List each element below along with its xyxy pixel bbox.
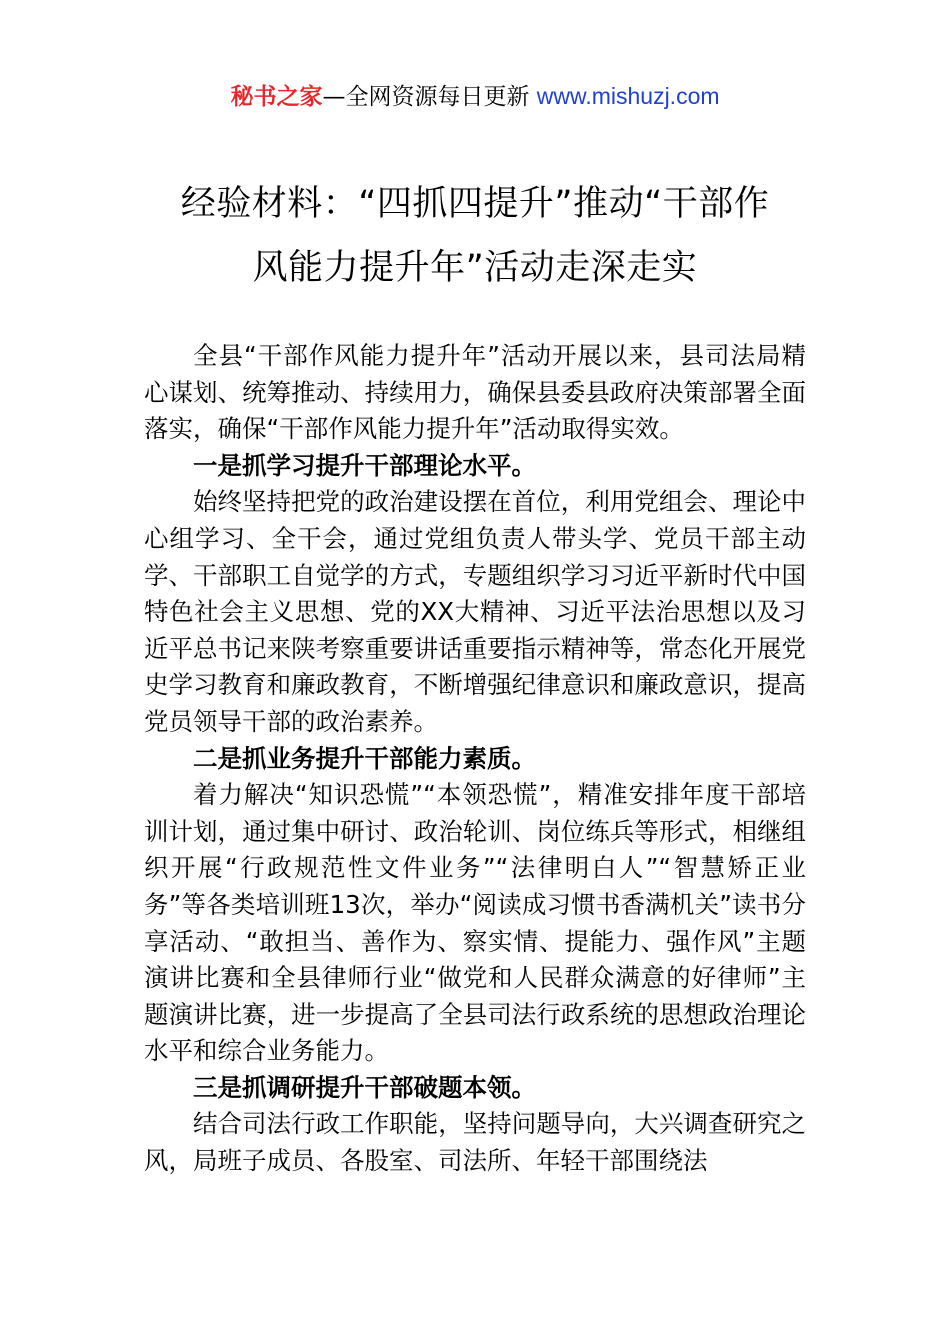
header-tagline: —全网资源每日更新 (322, 84, 537, 110)
site-header (0, 80, 950, 113)
section-heading-2: 二是抓业务提升干部能力素质。 (193, 743, 536, 773)
section-paragraph-3: 结合司法行政工作职能，坚持问题导向，大兴调查研究之风，局班子成员、各股室、司法所、年轻干部围绕法 (144, 1109, 806, 1176)
document-title (120, 172, 830, 300)
brand-name: 秘书之家 (230, 84, 323, 110)
section-heading-3: 三是抓调研提升干部破题本领。 (193, 1072, 536, 1102)
intro-paragraph: 全县“干部作风能力提升年”活动开展以来，县司法局精心谋划、统筹推动、持续用力，确保县委县政府决策部署全面落实，确保“干部作风能力提升年”活动取得实效。 (144, 341, 806, 444)
title-line-2: 风能力提升年”活动走深走实 (252, 248, 698, 288)
section-paragraph-1: 始终坚持把党的政治建设摆在首位，利用党组会、理论中心组学习、全干会，通过党组负责人带头学、党员干部主动学、干部职工自觉学的方式，专题组织学习习近平新时代中国特色社会主义思想、党的XX大精神、习近平法治思想以及习近平总书记来陕考察重要讲话重要指示精神等，常态化开展党史学习教育和廉政教育，不断增强纪律意识和廉政意识，提高党员领导干部的政治素养。 (144, 487, 806, 736)
document-body (144, 338, 806, 1180)
section-heading-1: 一是抓学习提升干部理论水平。 (193, 450, 536, 480)
site-url-link[interactable]: www.mishuzj.com (536, 83, 720, 109)
title-line-1: 经验材料：“四抓四提升”推动“干部作 (180, 184, 770, 224)
section-paragraph-2: 着力解决“知识恐慌”“本领恐慌”，精准安排年度干部培训计划，通过集中研讨、政治轮训、岗位练兵等形式，相继组织开展“行政规范性文件业务”“法律明白人”“智慧矫正业务”等各类培训班13次，举办“阅读成习惯书香满机关”读书分享活动、“敢担当、善作为、察实情、提能力、强作风”主题演讲比赛和全县律师行业“做党和人民群众满意的好律师”主题演讲比赛，进一步提高了全县司法行政系统的思想政治理论水平和综合业务能力。 (144, 780, 806, 1066)
